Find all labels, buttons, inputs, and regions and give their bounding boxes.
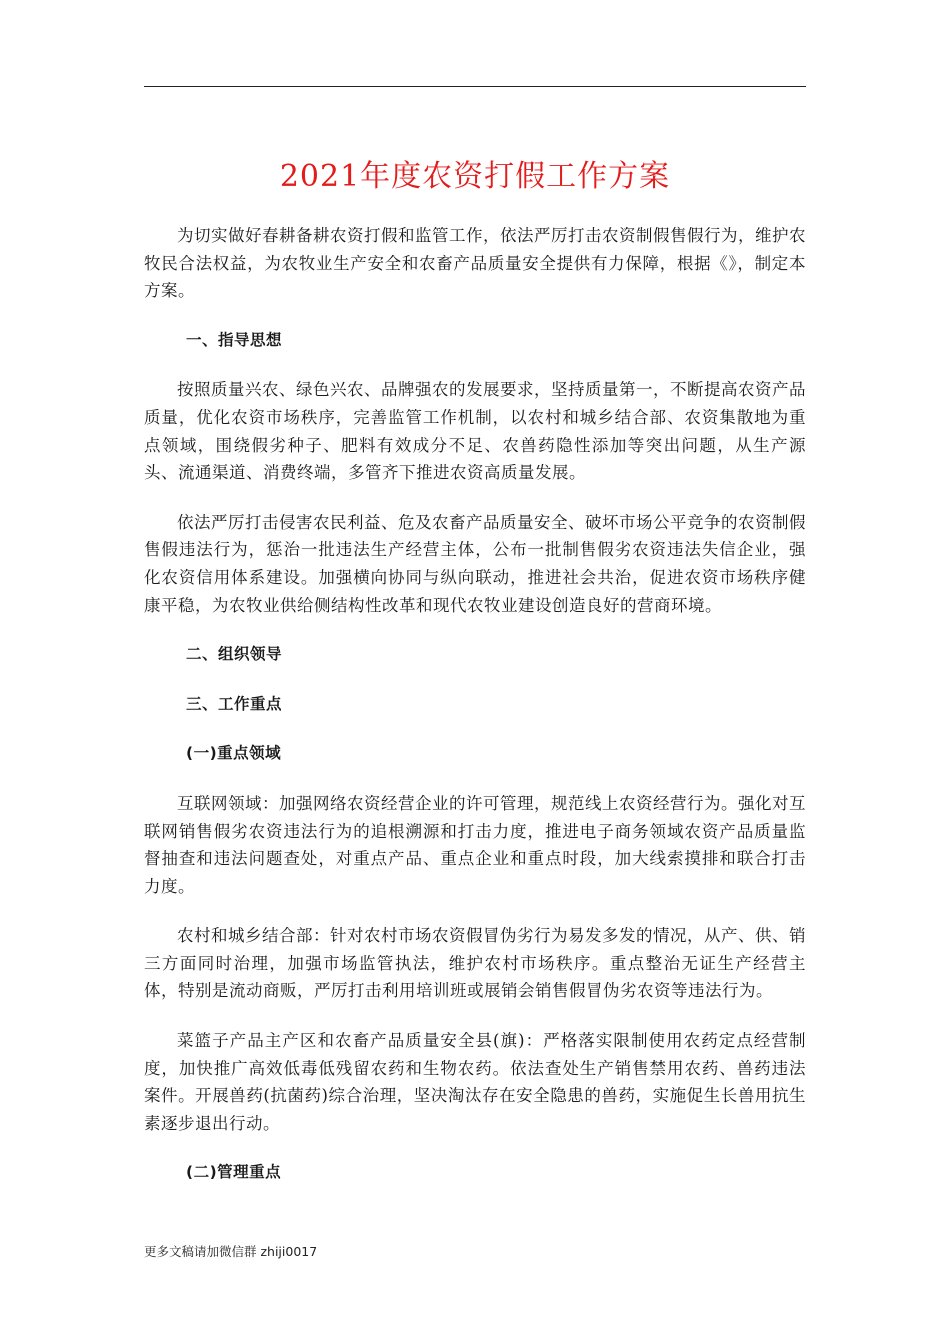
section-heading-work-focus: 三、工作重点 — [186, 694, 283, 713]
key-areas-internet-paragraph: 互联网领域：加强网络农资经营企业的许可管理，规范线上农资经营行为。强化对互联网销售假劣农资违法行为的追根溯源和打击力度，推进电子商务领域农资产品质量监督抽查和违法问题查处，对重点产品、重点企业和重点时段，加大线索摸排和联合打击力度。 — [144, 793, 806, 896]
key-areas-production-paragraph: 菜篮子产品主产区和农畜产品质量安全县(旗)：严格落实限制使用农药定点经营制度，加快推广高效低毒低残留农药和生物农药。依法查处生产销售禁用农药、兽药违法案件。开展兽药(抗菌药)综合治理，坚决淘汰存在安全隐患的兽药，实施促生长兽用抗生素逐步退出行动。 — [144, 1031, 806, 1133]
document-title: 2021年度农资打假工作方案 — [279, 159, 671, 194]
intro-paragraph: 为切实做好春耕备耕农资打假和监管工作，依法严厉打击农资制假售假行为，维护农牧民合法权益，为农牧业生产安全和农畜产品质量安全提供有力保障，根据《》，制定本方案。 — [144, 226, 806, 301]
document-body — [144, 222, 806, 1187]
section-heading-guiding-thought: 一、指导思想 — [186, 330, 283, 349]
section-heading-organization: 二、组织领导 — [186, 645, 283, 664]
guiding-thought-paragraph-2: 依法严厉打击侵害农民利益、危及农畜产品质量安全、破坏市场公平竞争的农资制假售假违法行为，惩治一批违法生产经营主体，公布一批制售假劣农资违法失信企业，强化农资信用体系建设。加强横向协同与纵向联动，推进社会共治，促进农资市场秩序健康平稳，为农牧业供给侧结构性改革和现代农牧业建设创造良好的营商环境。 — [144, 512, 806, 615]
page-footer: 更多文稿请加微信群 zhiji0017 — [144, 1244, 318, 1259]
key-areas-rural-paragraph: 农村和城乡结合部：针对农村市场农资假冒伪劣行为易发多发的情况，从产、供、销三方面同时治理，加强市场监管执法，维护农村市场秩序。重点整治无证生产经营主体，特别是流动商贩，严厉打击利用培训班或展销会销售假冒伪劣农资等违法行为。 — [144, 926, 806, 1001]
subsection-heading-management-focus: (二)管理重点 — [186, 1163, 282, 1182]
header-rule — [144, 86, 806, 87]
guiding-thought-paragraph-1: 按照质量兴农、绿色兴农、品牌强农的发展要求，坚持质量第一，不断提高农资产品质量，优化农资市场秩序，完善监管工作机制，以农村和城乡结合部、农资集散地为重点领域，围绕假劣种子、肥料有效成分不足、农兽药隐性添加等突出问题，从生产源头、流通渠道、消费终端，多管齐下推进农资高质量发展。 — [144, 380, 806, 483]
subsection-heading-key-areas: (一)重点领域 — [186, 744, 282, 763]
